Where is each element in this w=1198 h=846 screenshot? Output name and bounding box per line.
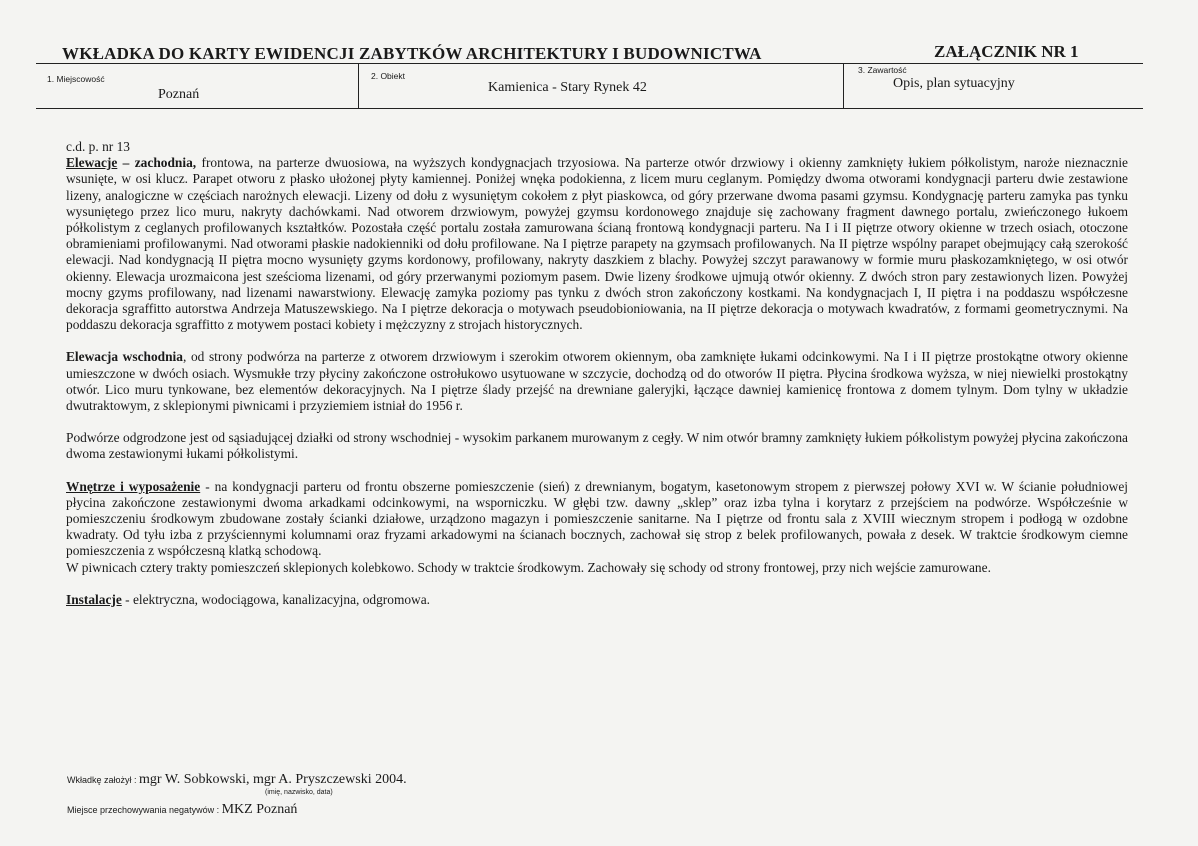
content-label: 3. Zawartość xyxy=(858,65,907,75)
cellar-paragraph: W piwnicach cztery trakty pomieszczeń sklepionych kolebkowo. Schody w traktcie środkowym. Zachowały się schody od strony frontowej, przy nich wejście zamurowane. xyxy=(66,559,991,575)
west-subheading: – zachodnia, xyxy=(117,155,197,171)
header-top-rule xyxy=(36,63,1143,64)
content-value: Opis, plan sytuacyjny xyxy=(893,76,1015,91)
courtyard-paragraph: Podwórze odgrodzone jest od sąsiadującej działki od strony wschodniej - wysokim parkanem murowanym z cegły. W nim otwór bramny zamknięty łukiem półkolistym powyżej płycina zakończona dwoma zestawionymi łukami półkolistymi. xyxy=(66,430,1128,462)
header-divider-2 xyxy=(843,63,844,109)
header-bottom-rule xyxy=(36,108,1143,109)
description-body xyxy=(66,139,1128,608)
installations-text: - elektryczna, wodociągowa, kanalizacyjna, odgromowa. xyxy=(121,591,431,607)
continuation-note: c.d. p. nr 13 xyxy=(66,139,130,154)
storage-row xyxy=(67,800,297,818)
author-value: mgr W. Sobkowski, mgr A. Pryszczewski 2004. xyxy=(139,772,407,787)
locality-value: Poznań xyxy=(158,87,200,102)
header-divider-1 xyxy=(358,63,359,109)
object-value: Kamienica - Stary Rynek 42 xyxy=(488,80,647,95)
author-note: (imię, nazwisko, data) xyxy=(265,789,333,796)
storage-label: Miejsce przechowywania negatywów : xyxy=(67,805,222,815)
storage-value: MKZ Poznań xyxy=(221,802,298,817)
locality-label: 1. Miejscowość xyxy=(47,74,105,84)
author-row xyxy=(67,770,407,788)
interior-paragraph xyxy=(66,479,1128,560)
annex-number: ZAŁĄCZNIK NR 1 xyxy=(934,42,1079,61)
object-label: 2. Obiekt xyxy=(371,71,406,81)
east-elevation-paragraph xyxy=(66,349,1128,414)
east-text: , od strony podwórza na parterze z otworem drzwiowym i szerokim otworem okiennym, oba zamknięte łukami odcinkowymi. Na I i II piętrze prostokątne otwory okienne umieszczone w dwóch osiach. Wysmukłe trzy płyciny zakończone ostrołukowo usytuowane w szczycie, dochodzą od do otworów II piętra. Płycina środkowa wyższa, w niej niewielki prostokątny otwór. Lico muru tynkowane, bez elementów dekoracyjnych. Na I piętrze ślady przejść na drewniane galeryjki, łączące dawniej kamienicę frontowa z domem tylnym. Dom tylny w układzie dwutraktowym, z sklepionymi piwnicami i przyziemiem istniał do 1956 r. xyxy=(66,349,1129,414)
west-elevation-paragraph xyxy=(66,155,1128,333)
author-label: Wkładkę założył : xyxy=(67,775,140,785)
east-heading: Elewacja wschodnia xyxy=(66,349,183,365)
interior-heading: Wnętrze i wyposażenie xyxy=(66,478,201,494)
west-text: frontowa, na parterze dwuosiowa, na wyższych kondygnacjach trzyosiowa. Na parterze otwór drzwiowy i okienny zamknięty łukiem półkolistym, naroże nieznacznie wsunięte, w osi klucz. Parapet otworu z płasko ułożonej płyty kamiennej. Poniżej wnęka podokienna, z licem muru ceglanym. Pomiędzy dwoma otworami kondygnacji parteru dwie zestawione lizeny, analogiczne w częściach narożnych elewacji. Lizeny od dołu z wysuniętym cokołem z płyt piaskowca, od góry przerwane dwoma pasami gzymsu. Kondygnację parteru zamyka pas tynku wysuniętego przez lico muru, nakryty dachówkami. Nad otworem drzwiowym, powyżej gzymsu kordonowego znajduje się zachowany fragment dawnego portalu, zwieńczonego łukoem półkolistym z ceglanych profilowanych kształtków. Pozostała część portalu została zamurowana ścianą frontową kondygnacji parteru. Na I i II piętrze otwory okienne w trzech osiach, otoczone obramieniami profilowanymi. Nad otworami płaskie nadokienniki od dołu profilowane. Na I piętrze parapety na gzymsach profilowanych. Na II piętrze wspólny parapet obejmujący całą szerokość elewacji. Nad kondygnacją II piętra mocno wysunięty gzyms kordonowy, profilowany, nakryty daszkiem z blachy. Powyżej szczyt parawanowy w formie muru płaskozamkniętego, w osi otwór okienny. Elewacja urozmaicona jest sześcioma lizenami, od góry przerwanymi poziomym pasem. Dwie lizeny środkowe ujmują otwór okienny. Z dwóch stron pary zestawionych lizen. Powyżej mocny gzyms profilowany, nad lizenami nawarstwiony. Elewację zamyka poziomy pas tynku z dwóch stron zakończony kostkami. Na kondygnacjach I, II piętra i na poddaszu współczesne dekoracja sgraffitto autorstwa Andrzeja Matuszewskiego. Na I piętrze dekoracja o motywach pseudobioniowania, na II piętrze dekoracja o motywach kwadratów, z formami geometrycznymi. Na poddaszu dekoracja sgraffitto z motywem postaci kobiety i mężczyzny z strojach historycznych. xyxy=(66,155,1128,333)
installations-heading: Instalacje xyxy=(66,591,122,607)
west-heading: Elewacje xyxy=(66,155,118,171)
installations-paragraph xyxy=(66,592,1128,608)
document-title: WKŁADKA DO KARTY EWIDENCJI ZABYTKÓW ARCHITEKTURY I BUDOWNICTWA xyxy=(62,44,762,63)
interior-text: - na kondygnacji parteru od frontu obszerne pomieszczenie (sień) z drewnianym, bogatym, kasetonowym stropem z pierwszej połowy XVI w. W ścianie południowej płycina zakończone zestawionymi dwoma arkadkami odcinkowymi, na wsporniczku. W głębi tzw. dawny „sklep” oraz izba tylna i korytarz z przejściem na podwórze. Współcześnie w pomieszczeniu środkowym zbudowane zostały ścianki działowe, urządzono magazyn i pomieszczenie sanitarne. Na I piętrze od frontu sala z XVIII wiecznym stropem i podłogą w ozdobne kwadraty. Od tyłu izba z przyściennymi kolumnami oraz fryzami arkadowymi na ścianach bocznych, zachował się strop z belek profilowanych, powała z desek. W traktcie środkowym ciemne pomieszczenia z współczesną klatką schodową. xyxy=(66,478,1128,559)
